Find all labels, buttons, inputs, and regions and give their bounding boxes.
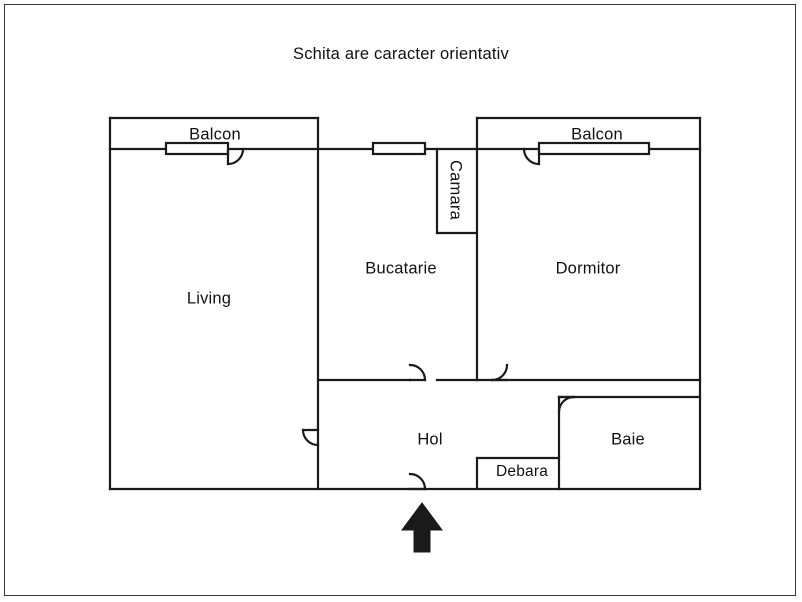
window-bedroom-balcony [539,143,649,154]
door-bedroom-balcony [524,149,539,164]
door-entrance [410,474,425,489]
door-bathroom [559,397,574,412]
entrance-arrow-icon [402,503,442,552]
room-label-balcon-dormitor: Balcon [571,125,623,144]
door-bedroom-hall [492,365,507,380]
window-kitchen [373,143,425,154]
door-living-balcony [228,149,243,164]
room-label-debara: Debara [495,463,549,480]
page-title: Schita are caracter orientativ [292,45,509,63]
room-label-bucatarie: Bucatarie [365,259,437,278]
door-kitchen-hall [410,365,425,380]
window-living-balcony [166,143,228,154]
room-label-camara: Camara [446,160,465,220]
room-label-living: Living [186,289,232,308]
room-label-balcon-living: Balcon [189,125,241,144]
room-label-hol: Hol [417,430,443,449]
door-living-hall [303,430,318,445]
room-label-baie: Baie [611,430,645,449]
room-label-dormitor: Dormitor [555,259,621,278]
